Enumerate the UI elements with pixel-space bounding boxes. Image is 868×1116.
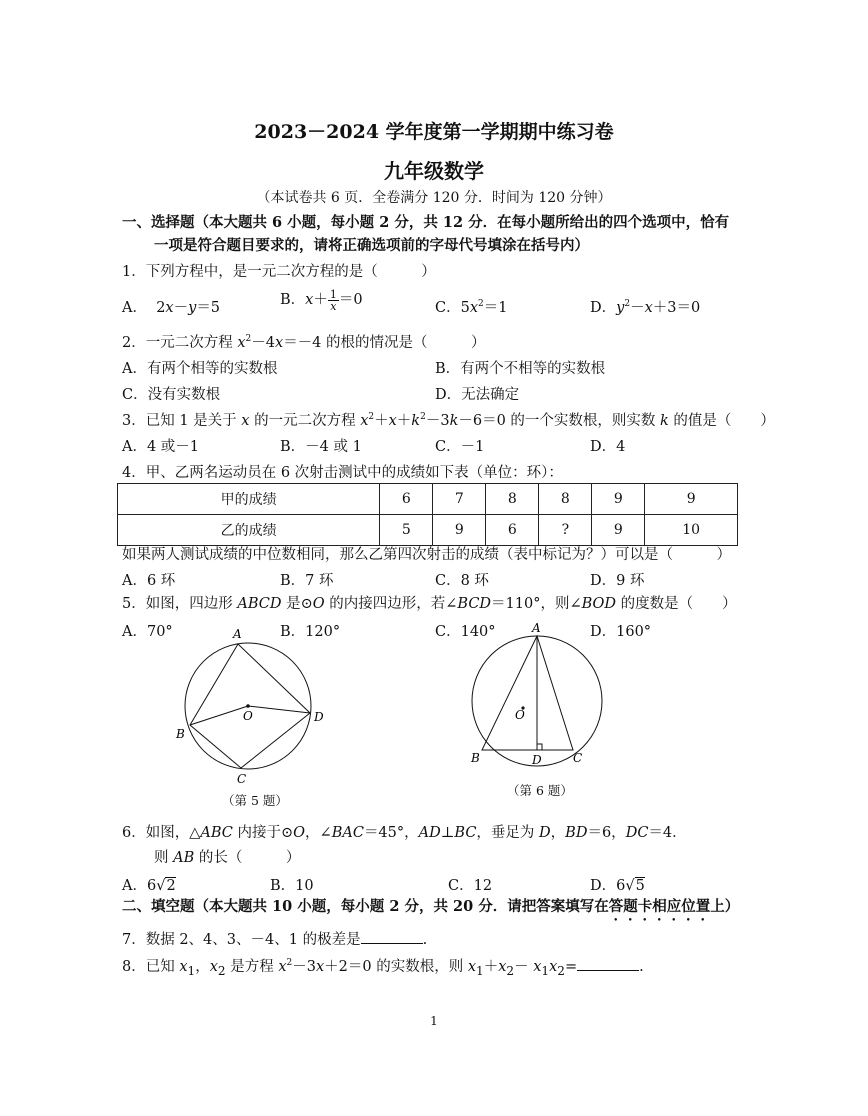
q2-stem: 2．一元二次方程 $x^2-4x=-4$ 的根的情况是（ ） <box>122 334 486 351</box>
q1-option-b: B．x＋ $\frac{1}{x}$ ＝0 <box>280 287 363 313</box>
segment-od <box>248 706 310 713</box>
q5-option-d: D．160° <box>590 624 652 640</box>
section2-heading: 二、填空题（本大题共 10 小题，每小题 2 分，共 20 分．请把答案填写在答题卡相应位置上） <box>122 898 740 915</box>
label-a: A <box>532 622 541 635</box>
q2-option-d: D．无法确定 <box>435 387 520 403</box>
q6-stem: 6．如图，△ABC 内接于⊙O，∠BAC＝45°，AD⊥BC，垂足为 D，BD＝6，DC＝4． <box>122 825 687 841</box>
section1-heading-line2: 一项是符合题目要求的，请将正确选项前的字母代号填涂在括号内） <box>154 237 589 254</box>
label-o: O <box>515 708 525 722</box>
label-d: D <box>532 753 542 767</box>
label-b: B <box>176 727 185 741</box>
triangle-abc <box>482 636 573 750</box>
table-cell: 9 <box>433 515 486 546</box>
section1-heading-line1: 一、选择题（本大题共 6 小题，每小题 2 分，共 12 分．在每小题所给出的四个选项中，恰有 <box>122 214 730 231</box>
q8-stem: 8．已知 $x_1$，$x_2$ 是方程 $x^2-3x+2=0$ 的实数根，则 $x_1+x_2- x_1x_2=$ . <box>122 958 644 978</box>
exam-note: （本试卷共 6 页．全卷满分 120 分．时间为 120 分钟） <box>256 190 612 206</box>
label-c: C <box>573 751 583 765</box>
table-row <box>118 515 738 546</box>
table-cell: 9 <box>592 484 645 515</box>
q4-option-b: B．7 环 <box>280 573 334 589</box>
table-cell: 7 <box>433 484 486 515</box>
table-cell: 9 <box>592 515 645 546</box>
table-row-label: 甲的成绩 <box>118 484 380 515</box>
q6-option-a: A．6√2 <box>122 878 176 894</box>
q6-stem-line2: 则 AB 的长（ ） <box>154 850 301 866</box>
segment-ob <box>190 706 248 725</box>
q4-followup: 如果两人测试成绩的中位数相同，那么乙第四次射击的成绩（表中标记为？）可以是（ ） <box>122 547 731 563</box>
q6-option-c: C．12 <box>448 878 493 894</box>
q5-figure-caption: （第 5 题） <box>222 793 288 808</box>
label-c: C <box>237 772 247 786</box>
q3-stem: 3．已知 1 是关于 x 的一元二次方程 $x^2+x+k^2-3k-6=0$ 的一个实数根，则实数 k 的值是（ ） <box>122 412 775 429</box>
exam-title: 2023－2024 学年度第一学期期中练习卷 <box>254 121 614 143</box>
table-cell: ? <box>539 515 592 546</box>
q3-option-d: D．4 <box>590 439 626 455</box>
table-row <box>118 484 738 515</box>
q5-option-a: A．70° <box>122 624 173 640</box>
q4-score-table <box>117 483 738 546</box>
q4-option-c: C．8 环 <box>435 573 489 589</box>
answer-blank[interactable] <box>577 958 639 971</box>
q7-stem: 7．数据 2、4、3、－4、1 的极差是 . <box>122 932 428 948</box>
q5-option-c: C．140° <box>435 624 496 640</box>
table-cell: 8 <box>539 484 592 515</box>
table-cell: 6 <box>486 515 539 546</box>
table-cell: 8 <box>486 484 539 515</box>
label-d: D <box>314 710 324 724</box>
q1-option-a: A． 2x－y＝5 <box>122 300 221 316</box>
center-point <box>246 704 250 708</box>
q4-stem: 4．甲、乙两名运动员在 6 次射击测试中的成绩如下表（单位：环）： <box>122 465 563 481</box>
q3-option-b: B．－4 或 1 <box>280 439 362 455</box>
q2-option-c: C．没有实数根 <box>122 387 221 403</box>
q6-option-d: D．6√5 <box>590 878 645 894</box>
q6-figure-caption: （第 6 题） <box>507 783 573 798</box>
table-cell: 5 <box>380 515 433 546</box>
table-row-label: 乙的成绩 <box>118 515 380 546</box>
q2-option-a: A．有两个相等的实数根 <box>122 361 278 377</box>
q1-option-c: C．$5x^2=1$ <box>435 299 508 316</box>
q4-option-d: D．9 环 <box>590 573 645 589</box>
q3-option-c: C．－1 <box>435 439 485 455</box>
exam-subject: 九年级数学 <box>384 159 484 183</box>
label-o: O <box>243 709 253 723</box>
q1-stem: 1．下列方程中，是一元二次方程的是（ ） <box>122 264 436 280</box>
label-b: B <box>471 751 480 765</box>
answer-blank[interactable] <box>361 931 423 944</box>
table-cell: 10 <box>645 515 738 546</box>
right-angle-mark <box>537 744 542 750</box>
q5-figure <box>170 622 340 792</box>
q3-option-a: A．4 或－1 <box>122 439 200 455</box>
q5-option-b: B．120° <box>280 624 341 640</box>
q6-option-b: B．10 <box>270 878 314 894</box>
page-number: 1 <box>430 1014 438 1028</box>
q1-option-d: D．$y^2-x+3=0$ <box>590 299 701 316</box>
label-a: A <box>233 627 242 641</box>
q5-stem: 5．如图，四边形 ABCD 是⊙O 的内接四边形，若∠BCD＝110°，则∠BOD 的度数是（ ） <box>122 596 737 612</box>
q2-option-b: B．有两个不相等的实数根 <box>435 361 606 377</box>
q4-option-a: A．6 环 <box>122 573 176 589</box>
table-cell: 9 <box>645 484 738 515</box>
table-cell: 6 <box>380 484 433 515</box>
q6-figure <box>455 622 615 772</box>
